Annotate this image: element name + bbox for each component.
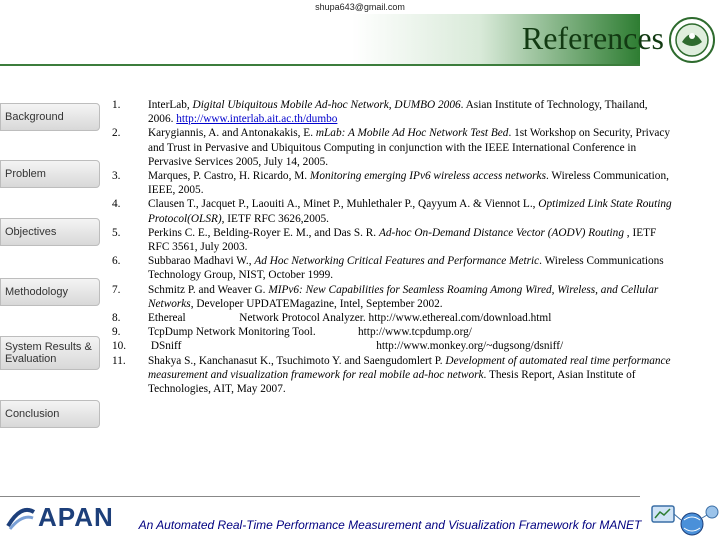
reference-segment: Karygiannis, A. and Antonakakis, E. — [148, 127, 316, 140]
reference-segment: Ethereal Network Protocol Analyzer. http://www.ethereal.com/download.html — [148, 312, 552, 325]
reference-text — [148, 226, 672, 254]
reference-text — [148, 311, 672, 325]
sidebar-item-methodology[interactable] — [0, 278, 100, 306]
sidebar-item-conclusion[interactable] — [0, 400, 100, 428]
reference-number: 5. — [112, 226, 121, 239]
reference-text — [148, 254, 672, 282]
reference-segment: Marques, P. Castro, H. Ricardo, M. — [148, 170, 310, 183]
reference-list — [112, 98, 672, 396]
sidebar-item-label: Problem — [5, 168, 46, 180]
reference-item — [112, 283, 672, 311]
reference-segment: Shakya S., Kanchanasut K., Tsuchimoto Y. and Saengudomlert P. — [148, 354, 446, 367]
sidebar-item-label: System Results & Evaluation — [5, 341, 92, 365]
reference-item — [112, 254, 672, 282]
reference-number: 6. — [112, 255, 121, 268]
reference-item — [112, 126, 672, 169]
reference-text — [148, 354, 672, 397]
reference-item — [112, 339, 672, 353]
reference-segment: , IETF RFC 3561, July 2003. — [148, 226, 657, 254]
reference-title: mLab: A Mobile Ad Hoc Network Test Bed — [315, 127, 509, 140]
sidebar-item-label: Conclusion — [5, 408, 60, 420]
reference-segment: , IETF RFC 3626,2005. — [221, 212, 329, 225]
reference-number: 3. — [112, 170, 121, 183]
reference-number: 4. — [112, 198, 121, 211]
reference-number: 11. — [112, 354, 126, 367]
sidebar-item-label: Objectives — [5, 226, 57, 238]
reference-text — [148, 325, 672, 339]
reference-number: 9. — [112, 326, 121, 339]
reference-number: 2. — [112, 127, 121, 140]
reference-item — [112, 325, 672, 339]
reference-item — [112, 354, 672, 397]
reference-segment: Schmitz P. and Weaver G. — [148, 283, 269, 296]
institute-seal-icon — [668, 16, 716, 64]
title-underline — [0, 64, 640, 66]
network-graphic-icon — [644, 500, 720, 540]
reference-link[interactable]: http://www.interlab.ait.ac.th/dumbo — [176, 113, 338, 126]
footer-caption: An Automated Real-Time Performance Measurement and Visualization Framework for MANET — [138, 518, 642, 532]
reference-text — [148, 283, 672, 311]
apan-logo — [6, 500, 114, 534]
reference-text — [148, 197, 672, 225]
footer-divider — [0, 496, 640, 497]
reference-segment: Clausen T., Jacquet P., Laouiti A., Minet P., Muhlethaler P., Qayyum A. & Viennot L., — [148, 198, 539, 211]
reference-segment: DSniff http://www.monkey.org/~dugsong/dsniff/ — [148, 340, 564, 353]
reference-item — [112, 169, 672, 197]
reference-segment: . Wireless Communications Technology Group, NIST, October 1999. — [148, 255, 664, 282]
reference-title: Optimized Link State Routing Protocol(OLSR) — [148, 198, 672, 225]
reference-segment: . Thesis Report, Asian Institute of Technologies, AIT, May 2007. — [148, 368, 636, 396]
reference-item — [112, 197, 672, 225]
reference-title: Development of automated real time performance measurement and visualization framework for real mobile ad-hoc network — [148, 354, 671, 381]
reference-segment: Subbarao Madhavi W., — [148, 255, 255, 268]
apan-swoosh-icon — [6, 502, 36, 532]
email-header: shupa643@gmail.com — [315, 2, 405, 12]
reference-segment: . Asian Institute of Technology, Thailand, 2006. — [148, 99, 648, 126]
reference-segment: TcpDump Network Monitoring Tool. http://www.tcpdump.org/ — [148, 326, 472, 339]
apan-logo-text: APAN — [38, 501, 114, 532]
reference-text — [148, 98, 672, 126]
title-bar — [0, 14, 720, 78]
reference-segment: . Wireless Communication, IEEE, 2005. — [148, 170, 669, 197]
reference-segment: . 1st Workshop on Security, Privacy and Trust in Pervasive and Ubiquitous Computing in conjunction with the IEEE International Conference in Pervasive Services 2005, July 14, 2005. — [148, 127, 671, 168]
sidebar-item-background[interactable] — [0, 103, 100, 131]
reference-number: 10. — [112, 340, 127, 353]
reference-segment: , Developer UPDATEMagazine, Intel, September 2002. — [190, 297, 443, 310]
sidebar-item-results[interactable] — [0, 336, 100, 370]
reference-item — [112, 226, 672, 254]
reference-number: 1. — [112, 99, 121, 111]
reference-number: 8. — [112, 312, 121, 325]
reference-segment: Perkins C. E., Belding-Royer E. M., and Das S. R. — [148, 226, 379, 239]
page-title: References — [521, 20, 664, 56]
reference-title: Monitoring emerging IPv6 wireless access networks — [309, 170, 546, 183]
reference-text — [148, 126, 672, 169]
sidebar-item-objectives[interactable] — [0, 218, 100, 246]
sidebar-item-label: Background — [5, 111, 64, 123]
reference-number: 7. — [112, 283, 121, 296]
reference-text — [148, 339, 672, 353]
reference-title: Ad Hoc Networking Critical Features and Performance Metric — [254, 255, 540, 268]
reference-title: Ad-hoc On-Demand Distance Vector (AODV) Routing — [378, 226, 624, 239]
reference-item — [112, 311, 672, 325]
sidebar-item-label: Methodology — [5, 286, 68, 298]
reference-segment: InterLab, — [148, 99, 193, 111]
reference-text — [148, 169, 672, 197]
reference-item — [112, 98, 672, 126]
reference-title: Digital Ubiquitous Mobile Ad-hoc Network, DUMBO 2006 — [192, 99, 461, 111]
sidebar-item-problem[interactable] — [0, 160, 100, 188]
reference-title: MIPv6: New Capabilities for Seamless Roaming Among Wired, Wireless, and Cellular Networks — [148, 283, 659, 310]
